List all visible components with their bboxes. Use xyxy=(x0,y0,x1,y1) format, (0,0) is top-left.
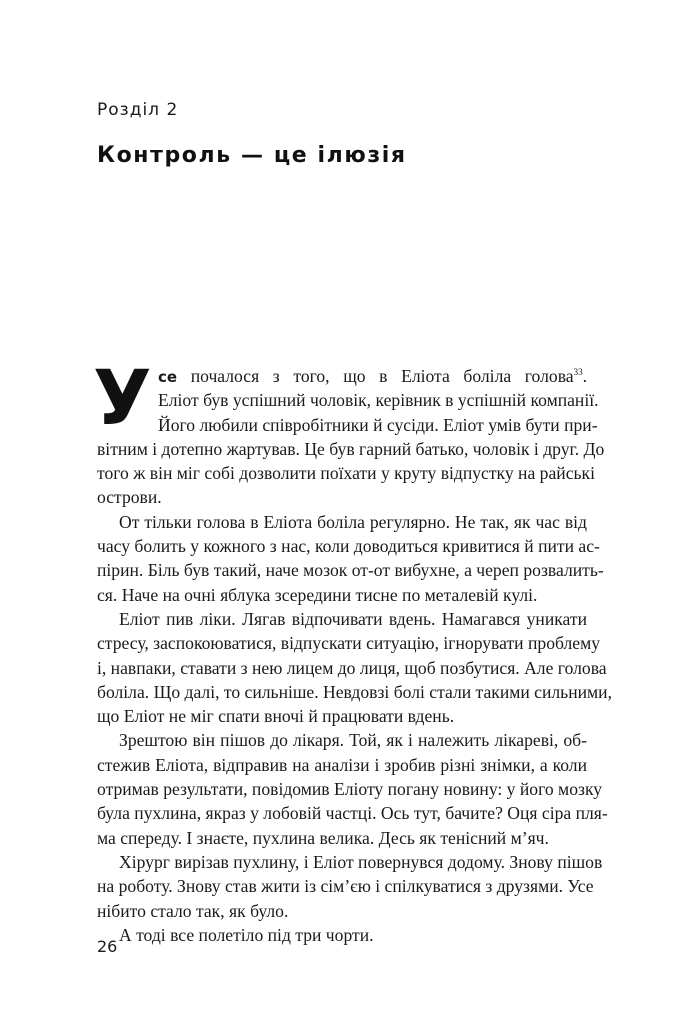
text-line: нібито стало так, як було. xyxy=(97,900,289,921)
text-line: часу болить у кожного з нас, коли доводиться кривитися й пити ас- xyxy=(97,536,600,557)
text-line: вітним і дотепно жартував. Це був гарний батько, чоловік і друг. До xyxy=(97,438,605,459)
page-number: 26 xyxy=(97,937,118,956)
text-line: боліла. Що далі, то сильніше. Невдовзі болі стали такими сильними, xyxy=(97,681,612,702)
drop-cap: У xyxy=(93,353,152,442)
text-line: на роботу. Знову став жити із сім’єю і спілкуватися з друзями. Усе xyxy=(97,876,594,897)
first-line-end: . xyxy=(582,366,587,386)
text-line: отримав результати, повідомив Еліоту погану новину: у його мозку xyxy=(97,779,603,800)
first-line-text: почалося з того, що в Еліота боліла голова xyxy=(177,366,574,386)
text-line: От тільки голова в Еліота боліла регулярно. Не так, як час від xyxy=(119,511,587,532)
text-line: Еліот пив ліки. Лягав відпочивати вдень. Намагався уникати xyxy=(119,608,587,629)
text-line: острови. xyxy=(97,487,162,508)
text-line: ма спереду. І знаєте, пухлина велика. Десь як тенісний м’яч. xyxy=(97,827,549,848)
text-line: Його любили співробітники й сусіди. Еліот умів бути при- xyxy=(158,414,598,435)
text-line: і, навпаки, ставати з нею лицем до лиця, щоб позбутися. Але голова xyxy=(97,657,607,678)
lead-word: се xyxy=(158,368,178,386)
chapter-label: Розділ 2 xyxy=(97,100,179,120)
text-line: того ж він міг собі дозволити поїхати у круту відпустку на райські xyxy=(97,463,595,484)
text-line: стресу, заспокоюватися, відпускати ситуацію, ігнорувати проблему xyxy=(97,633,601,654)
text-line: А тоді все полетіло під три чорти. xyxy=(119,924,374,945)
body-text xyxy=(93,353,612,947)
text-line: Хірург вирізав пухлину, і Еліот повернувся додому. Знову пішов xyxy=(119,851,603,872)
text-line: стежив Еліота, відправив на аналізи і зробив різні знімки, а коли xyxy=(97,754,587,775)
text-line: Еліот був успішний чоловік, керівник в успішній компанії. xyxy=(158,390,599,411)
text-line: ся. Наче на очні яблука зсередини тисне по металевій кулі. xyxy=(97,584,538,605)
text-line: що Еліот не міг спати вночі й працювати вдень. xyxy=(97,706,455,727)
footnote-ref: 33 xyxy=(573,367,583,378)
text-line: була пухлина, якраз у лобовій частці. Ось тут, бачите? Оця сіра пля- xyxy=(97,803,608,824)
text-line: пірин. Біль був такий, наче мозок от-от вибухне, а череп розвалить- xyxy=(97,560,604,581)
text-line: Зрештою він пішов до лікаря. Той, як і належить лікареві, об- xyxy=(119,730,587,751)
first-line xyxy=(97,364,587,388)
chapter-title: Контроль — це ілюзія xyxy=(97,143,407,168)
